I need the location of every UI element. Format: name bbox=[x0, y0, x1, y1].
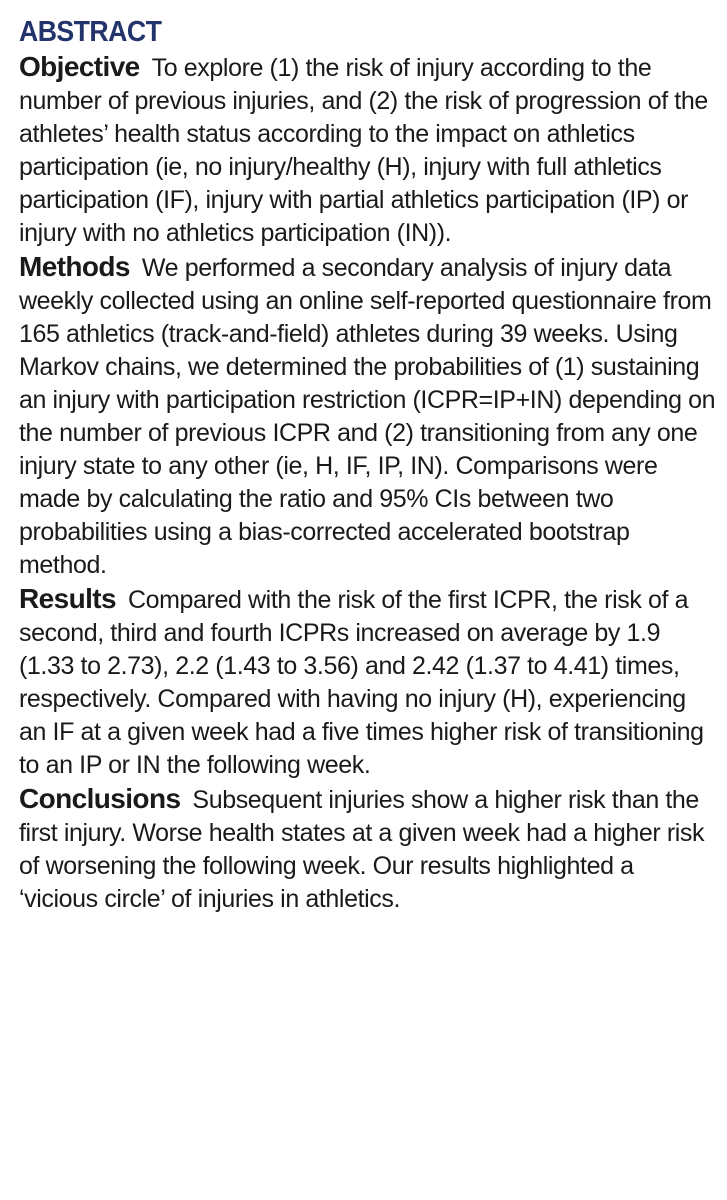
methods-label: Methods bbox=[19, 251, 130, 282]
results-text: Compared with the risk of the first ICPR, the risk of a second, third and fourth ICPRs increased on average by 1.9 (1.33 to 2.73), 2.2 (1.43 to 3.56) and 2.42 (1.37 to 4.41) times, respectively. Compared with having no injury (H), experiencing an IF at a given week had a five times higher risk of transitioning to an IP or IN the following week. bbox=[19, 586, 704, 779]
objective-text: To explore (1) the risk of injury according to the number of previous injuries, and (2) the risk of progression of the athletes’ health status according to the impact on athletics participation (ie, no injury/healthy (H), injury with full athletics participation (IF), injury with partial athletics participation (IP) or injury with no athletics participation (IN)). bbox=[19, 54, 708, 247]
conclusions-section bbox=[19, 782, 717, 916]
methods-section bbox=[19, 250, 717, 582]
conclusions-text: Subsequent injuries show a higher risk than the first injury. Worse health states at a given week had a higher risk of worsening the following week. Our results highlighted a ‘vicious circle’ of injuries in athletics. bbox=[19, 786, 705, 913]
abstract-heading: ABSTRACT bbox=[19, 16, 162, 48]
methods-text: We performed a secondary analysis of injury data weekly collected using an online self-reported questionnaire from 165 athletics (track-and-field) athletes during 39 weeks. Using Markov chains, we determined the probabilities of (1) sustaining an injury with participation restriction (ICPR=IP+IN) depending on the number of previous ICPR and (2) transitioning from any one injury state to any other (ie, H, IF, IP, IN). Comparisons were made by calculating the ratio and 95% CIs between two probabilities using a bias-corrected accelerated bootstrap method. bbox=[19, 254, 716, 579]
conclusions-label: Conclusions bbox=[19, 783, 181, 814]
results-label: Results bbox=[19, 583, 116, 614]
results-section bbox=[19, 582, 717, 782]
objective-section bbox=[19, 50, 717, 250]
objective-label: Objective bbox=[19, 51, 140, 82]
